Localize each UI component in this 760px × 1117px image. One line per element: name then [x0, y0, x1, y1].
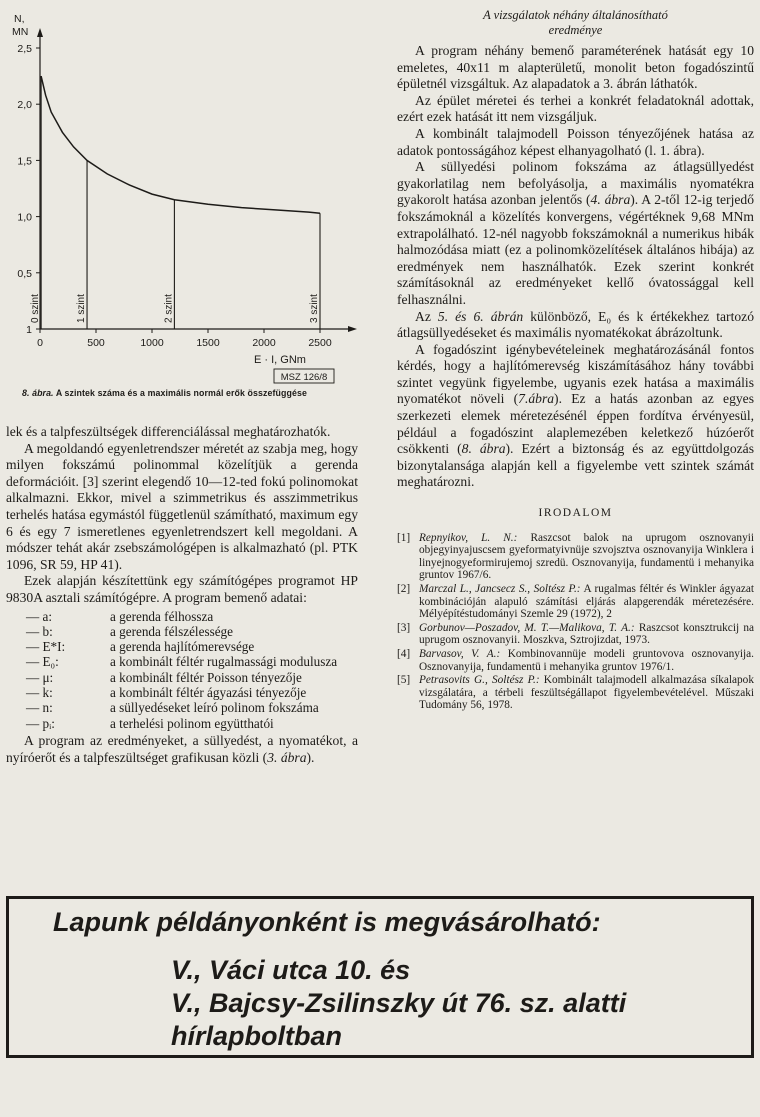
input-symbol: — E*I:: [26, 639, 66, 655]
paragraph-program: Ezek alapján készítettünk egy számítógépes programot HP 9830A asztali számítógépre. A program bemenő adatai:: [6, 573, 358, 605]
left-column: [6, 424, 358, 766]
paragraph-poisson: A kombinált talajmodell Poisson tényezőjének hatása az adatok pontosságához képest elhanyagolható (l. 1. ábra).: [397, 125, 754, 158]
paragraph-figures-5-6: [397, 309, 754, 342]
x-tick-label: 0: [37, 337, 43, 349]
input-item: [6, 670, 358, 685]
figure-reference: 7.ábra: [518, 391, 555, 407]
y-tick-label: 1,5: [17, 155, 32, 168]
reference-body: [419, 622, 754, 647]
x-tick-label: 2500: [308, 337, 332, 349]
section-title-line: A vizsgálatok néhány általánosítható: [483, 8, 668, 22]
reference-text: Raszcsot konsztrukcij na uprugom osznovanyii. Moszkva, Sztrojizdat, 1973.: [419, 621, 754, 647]
reference-author: Petrasovits G., Soltész P.:: [419, 674, 540, 687]
section-title-line: eredménye: [548, 23, 603, 37]
figure-reference: 3. ábra: [267, 749, 307, 765]
input-symbol: — n:: [26, 700, 53, 716]
reference-body: [419, 532, 754, 582]
standard-stamp: [274, 369, 334, 383]
x-tick-label: 500: [87, 337, 105, 349]
reference-author: Marczal L., Jancsecz S., Soltész P.:: [419, 583, 581, 595]
input-description: a terhelési polinom együtthatói: [110, 715, 274, 731]
reference-item: [397, 674, 754, 712]
reference-item: [397, 622, 754, 647]
input-symbol: — k:: [26, 685, 53, 701]
y-tick-label: 2,5: [17, 43, 32, 55]
input-symbol: — E₀:: [26, 654, 59, 670]
paragraph-levels: [397, 342, 754, 491]
advertisement-box: [6, 896, 754, 1058]
input-item: [6, 685, 358, 700]
figure-reference: 4. ábra: [590, 192, 631, 208]
reference-number: [1]: [397, 531, 411, 544]
y-axis-unit: MN: [12, 26, 29, 38]
figures-text-b: különböző, E₀ és k értékekhez tartozó átlagsüllyedéseket és maximális nyomatékokat ábrázoltunk.: [397, 308, 754, 341]
paragraph-continuation: lek és a talpfeszültségek differenciálással meghatározhatók.: [6, 424, 331, 439]
references-heading: IRODALOM: [538, 507, 613, 520]
ad-address-line: hírlapboltban: [171, 1021, 342, 1051]
figures-text-a: Az: [415, 308, 438, 324]
chart-labels: [12, 13, 334, 383]
reference-item: [397, 532, 754, 582]
paragraph-parameters: A program néhány bemenő paraméterének hatását egy 10 emeletes, 40x11 m alapterületű, monolit beton fogadószintű épületnél vizsgáltuk. Az alapadatok a 3. ábrán láthatók.: [397, 43, 754, 92]
output-text-b: ).: [306, 749, 315, 765]
caption-label: 8. ábra.: [22, 388, 54, 398]
input-symbol: — μ:: [26, 669, 54, 685]
paragraph-equation-system: A megoldandó egyenletrendszer méretét az szabja meg, hogy milyen fokszámú polinommal közelítjük a gerenda deformációit. [3] szerint elegendő 10—12-ted fokú polinomokat alkalmazni. Ekkor, mivel a szimmetrikus és asszimmetrikus terhelés hatása egymástól függetlenül számítható, maximum egy 6 és egy 7 ismeretlenes egyenletrendszert kell megoldani. A módszer tehát akár zsebszámológépen is alkalmazható (pl. PTK 1096, SR 59, HP 41).: [6, 440, 358, 572]
force-curve: [41, 76, 320, 213]
x-axis-label: E · I, GNm: [254, 354, 306, 366]
x-tick-label: 2000: [252, 337, 276, 349]
input-item: [6, 700, 358, 715]
y-tick-label: 0,5: [17, 267, 32, 280]
ad-address-line: V., Bajcsy-Zsilinszky út 76. sz. alatti: [171, 988, 627, 1018]
input-symbol: — a:: [26, 608, 53, 624]
y-axis-label: N,: [14, 13, 25, 25]
input-item: [6, 716, 358, 731]
input-item: [6, 624, 358, 639]
reference-number: [3]: [397, 621, 411, 634]
figure-reference: 5. és 6. ábrán: [437, 308, 524, 324]
level-marker-label: 0 szint: [30, 294, 42, 323]
reference-text: Kombinált talajmodell alkalmazása síkalapok vizsgálatára, a térbeli feszültségállapot figyelembevételével. Műszaki Tudomány 56, 1978.: [419, 674, 754, 712]
paragraph-building: Az épület méretei és terhei a konkrét feladatoknál adottak, ezért ezek hatását itt nem vizsgáljuk.: [397, 92, 754, 125]
stamp-text: MSZ 126/8: [280, 372, 328, 383]
levels-normal-force-chart: [4, 4, 364, 388]
input-description: a gerenda félhossza: [110, 608, 214, 624]
reference-body: [419, 674, 754, 712]
input-description: a kombinált féltér rugalmassági modulusza: [110, 654, 338, 670]
polynomial-text-a: A süllyedési polinom fokszáma az átlagsüllyedést gyakorlatilag nem befolyásolja, a maximális nyomatékra gyakorolt hatása azonban jelentős (: [397, 159, 754, 208]
ad-address-line: V., Váci utca 10. és: [171, 955, 411, 985]
output-text-a: A program az eredményeket, a süllyedést, a nyomatékot, a nyíróerőt és a talpfeszültséget grafikusan közli (: [6, 732, 358, 765]
y-tick-label: 2,0: [17, 99, 32, 112]
references-list: [397, 532, 754, 712]
input-symbol: — b:: [26, 623, 53, 639]
levels-text-a: A fogadószint igénybevételeinek meghatározásánál fontos kérdés, hogy a hajlítómerevség kiszámításához hány további szintet vegyünk figyelembe, ugyanis ezek hatása a maximális nyomatékot növeli (: [397, 341, 754, 407]
reference-text: Raszcsot balok na uprugom osznovanyii objegyinyajuscsem gyeformatyivnüje szvojsztva osznovanyija Winklera i linyejnogyeformirujemoj szredü. Osznovanyija, fundamentü i mehanyika gruntov 1967/6.: [419, 531, 754, 582]
figure-reference: 8. ábra: [461, 441, 506, 457]
input-description: a süllyedéseket leíró polinom fokszáma: [110, 700, 319, 716]
input-item: [6, 609, 358, 624]
levels-text-b: ). Ez a hatás azonban az egyes szerkezeti elemek méretezésénél éppen fordítva érvényesül, például a fogadószint alaplemezében keletkező húzóerőt csökkenti (: [397, 391, 754, 457]
reference-author: Gorbunov—Poszadov, M. T.—Malikova, T. A.:: [419, 621, 635, 634]
reference-text: Kombinovannüje modeli gruntovova osznovanyija. Osznovanyija, fundamentü i mehanyika gruntov 1976/1.: [419, 647, 754, 673]
level-marker-label: 3 szint: [309, 294, 320, 323]
y-axis-arrow: [37, 28, 43, 37]
level-marker-label: 2 szint: [163, 294, 175, 323]
polynomial-text-b: ). A 2-től 12-ig terjedő fokszámoknál a közelítés konvergens, végértéknek 9,68 MNm extrapolálható. 12-nél nagyobb fokszámoknál a numerikus hibák halmozódása miatt (ez a polinomközelítések általános hibája) az eredmények nem használhatók. Ezek szerint konkrét számításoknál az eredményeket kellő óvatossággal kell felhasználni.: [397, 192, 754, 307]
x-tick-label: 1500: [196, 337, 220, 349]
input-item: [6, 654, 358, 669]
paragraph-output: [6, 733, 358, 766]
caption-text: A szintek száma és a maximális normál erők összefüggése: [55, 388, 307, 398]
reference-author: Repnyikov, L. N.:: [419, 531, 518, 544]
reference-body: [419, 583, 754, 621]
reference-body: [419, 648, 754, 673]
input-description: a kombinált féltér Poisson tényezője: [110, 669, 302, 685]
reference-number: [2]: [397, 583, 411, 595]
reference-number: [4]: [397, 647, 411, 660]
ad-headline: Lapunk példányonként is megvásárolható:: [53, 907, 601, 937]
input-description: a gerenda hajlítómerevsége: [110, 639, 255, 655]
chart-marks: [41, 76, 320, 329]
right-column: [397, 8, 754, 713]
section-title: [397, 8, 754, 38]
x-tick-label: 1000: [140, 337, 164, 349]
levels-text-c: ). Ezért a biztonság és az együttdolgozás bizonytalansága alapján kell a figyelembe vett szintek számát meghatározni.: [397, 441, 754, 490]
reference-item: [397, 583, 754, 621]
x-axis-arrow: [348, 326, 357, 332]
y-tick-label: 1: [26, 324, 32, 336]
chart-axes: [36, 28, 357, 333]
figure-caption: [22, 388, 362, 398]
reference-text: A rugalmas féltér és Winkler ágyazat kombinációján alapuló számítási eljárás alapgerendák méretezésére. Mélyépítéstudományi Szemle 29 (1972), 2: [419, 583, 755, 621]
input-list: [6, 609, 358, 731]
reference-item: [397, 648, 754, 673]
input-description: a kombinált féltér ágyazási tényezője: [110, 685, 307, 701]
input-description: a gerenda félszélessége: [110, 623, 234, 639]
level-marker-label: 1 szint: [76, 294, 88, 323]
input-symbol: — pᵢ:: [26, 715, 55, 731]
reference-number: [5]: [397, 674, 411, 687]
input-item: [6, 639, 358, 654]
y-tick-label: 1,0: [17, 211, 32, 224]
paragraph-polynomial: [397, 159, 754, 308]
reference-author: Barvasov, V. A.:: [419, 647, 501, 660]
